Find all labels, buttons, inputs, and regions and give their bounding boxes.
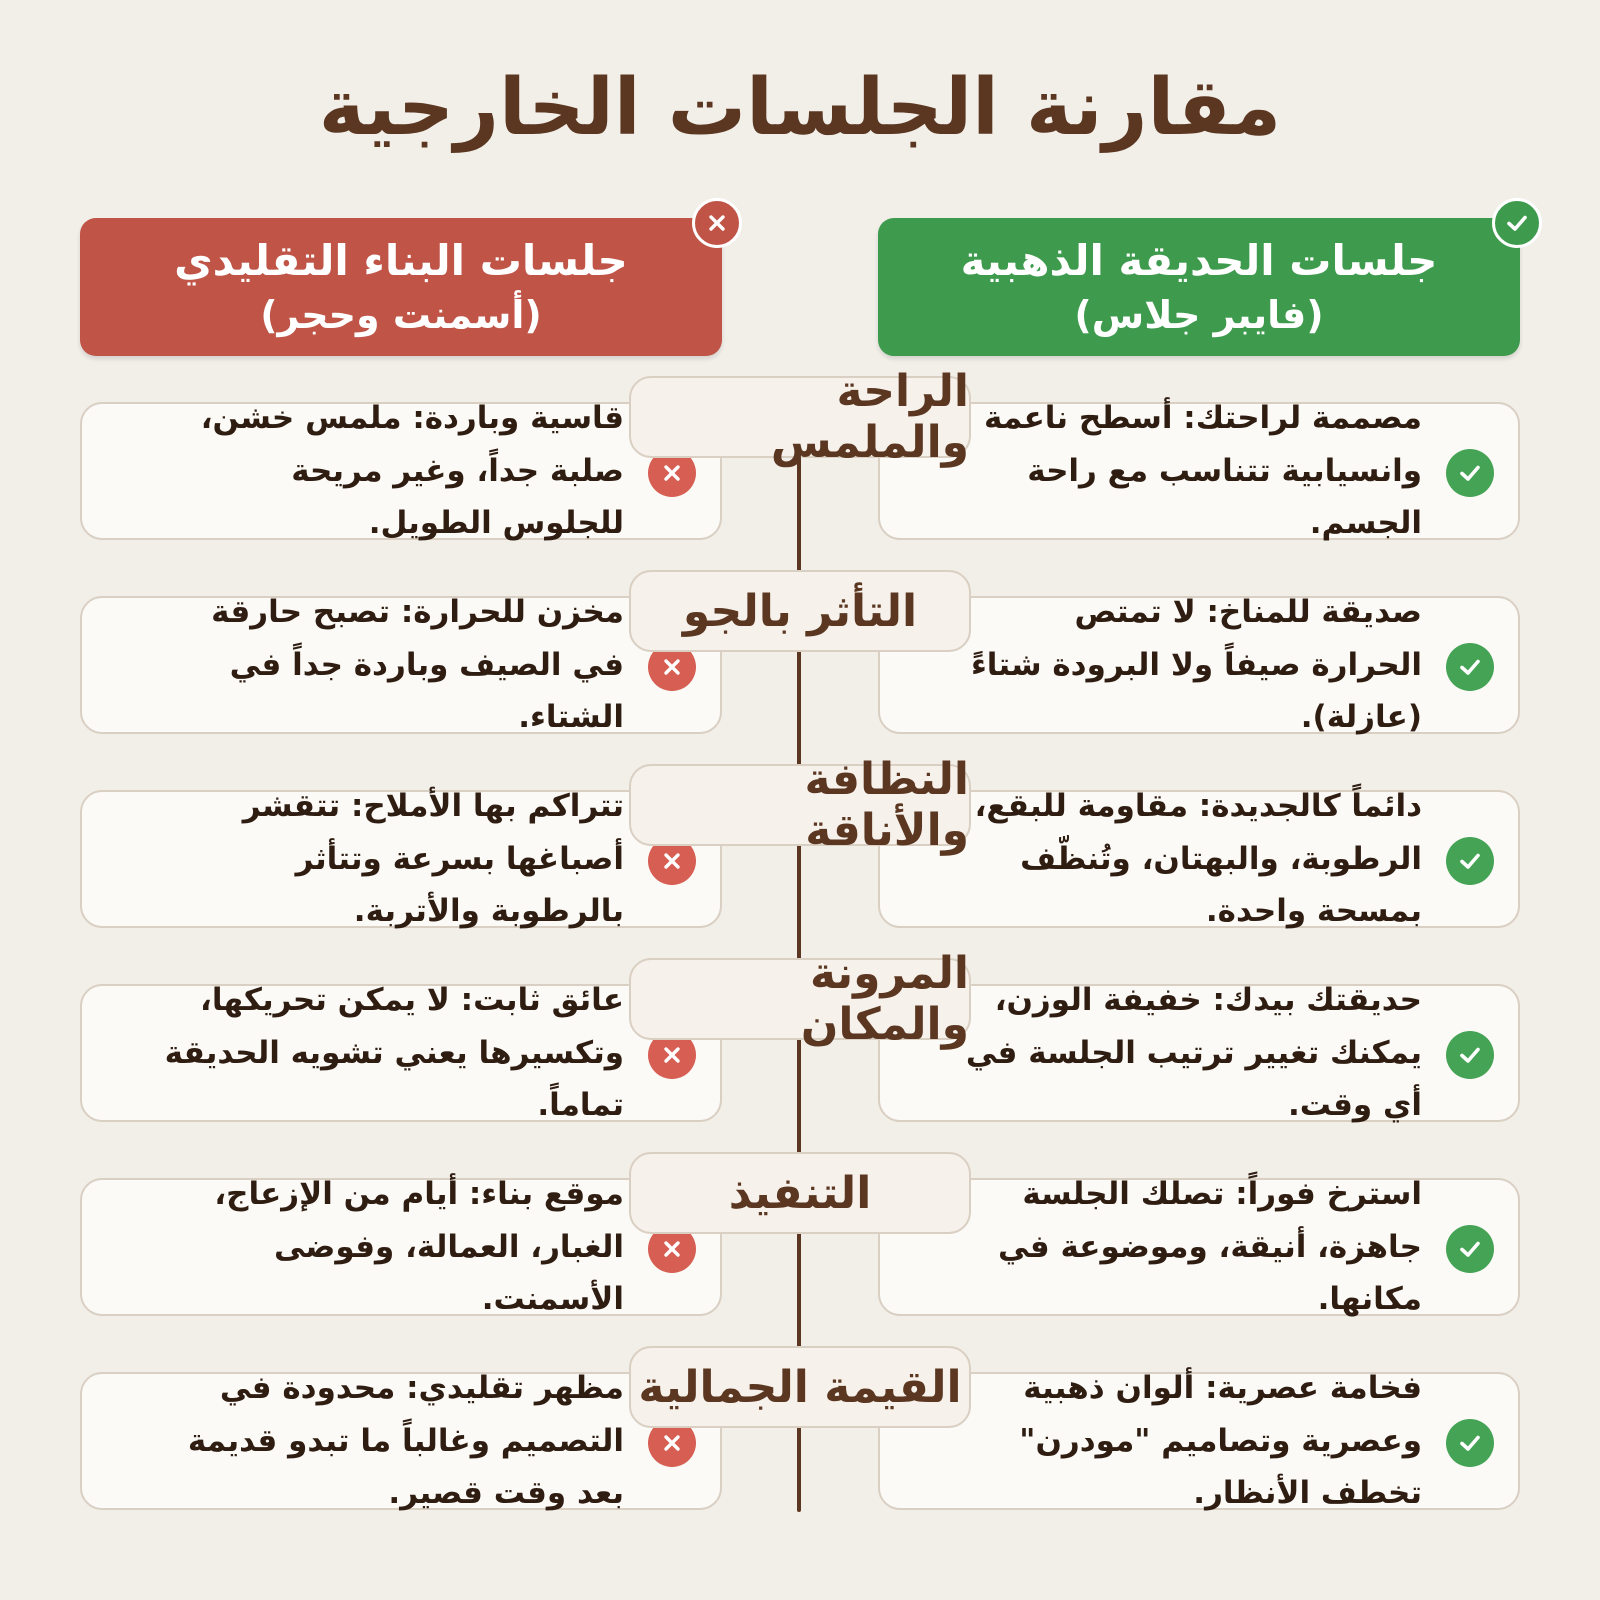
negative-card-text: عائق ثابت: لا يمكن تحريكها، وتكسيرها يعني تشويه الحديقة تماماً. — [164, 981, 624, 1124]
check-icon — [1446, 1225, 1494, 1273]
positive-card-comfort — [878, 399, 1520, 542]
negative-card-weather — [80, 593, 722, 736]
negative-card-text: مظهر تقليدي: محدودة في التصميم وغالباً ما تبدو قديمة بعد وقت قصير. — [187, 1369, 624, 1512]
positive-card-text: حديقتك بيدك: خفيفة الوزن، يمكنك تغيير ترتيب الجلسة في أي وقت. — [965, 981, 1422, 1124]
negative-card-text: موقع بناء: أيام من الإزعاج، الغبار، العمالة، وفوضى الأسمنت. — [214, 1175, 624, 1318]
page-title: مقارنة الجلسات الخارجية — [318, 63, 1282, 153]
check-icon — [1492, 198, 1542, 248]
negative-card-text: قاسية وباردة: ملمس خشن، صلبة جداً، وغير مريحة للجلوس الطويل. — [200, 399, 624, 542]
negative-card-text: مخزن للحرارة: تصبح حارقة في الصيف وباردة جداً في الشتاء. — [211, 593, 624, 736]
negative-card-execution — [80, 1175, 722, 1318]
check-icon — [1446, 449, 1494, 497]
negative-card-flexibility — [80, 981, 722, 1124]
positive-card-text: استرخ فوراً: تصلك الجلسة جاهزة، أنيقة، وموضوعة في مكانها. — [998, 1175, 1422, 1318]
positive-card-cleanliness — [878, 787, 1520, 930]
category-label: المرونة والمكان — [629, 958, 971, 1040]
check-icon — [1446, 643, 1494, 691]
negative-card-comfort — [80, 399, 722, 542]
category-label: النظافة والأناقة — [629, 764, 971, 846]
positive-card-text: فخامة عصرية: ألوان ذهبية وعصرية وتصاميم "مودرن" تخطف الأنظار. — [1019, 1369, 1422, 1512]
positive-card-weather — [878, 593, 1520, 736]
positive-card-text: مصممة لراحتك: أسطح ناعمة وانسيابية تتناسب مع راحة الجسم. — [984, 399, 1422, 542]
category-label: القيمة الجمالية — [629, 1346, 971, 1428]
category-label: الراحة والملمس — [629, 376, 971, 458]
negative-card-aesthetics — [80, 1369, 722, 1512]
positive-header-title: جلسات الحديقة الذهبية — [960, 236, 1438, 285]
negative-header-subtitle: (أسمنت وحجر) — [260, 292, 542, 337]
check-icon — [1446, 1419, 1494, 1467]
positive-card-text: صديقة للمناخ: لا تمتص الحرارة صيفاً ولا البرودة شتاءً (عازلة). — [970, 593, 1422, 736]
negative-column-header — [80, 218, 722, 356]
negative-card-text: تتراكم بها الأملاح: تتقشر أصباغها بسرعة وتتأثر بالرطوبة والأتربة. — [242, 787, 624, 930]
positive-card-execution — [878, 1175, 1520, 1318]
check-icon — [1446, 1031, 1494, 1079]
negative-header-title: جلسات البناء التقليدي — [174, 236, 628, 285]
negative-card-cleanliness — [80, 787, 722, 930]
category-label: التنفيذ — [629, 1152, 971, 1234]
positive-column-header — [878, 218, 1520, 356]
positive-card-text: دائماً كالجديدة: مقاومة للبقع، الرطوبة، والبهتان، وتُنظّف بمسحة واحدة. — [974, 787, 1422, 930]
positive-card-aesthetics — [878, 1369, 1520, 1512]
positive-card-flexibility — [878, 981, 1520, 1124]
positive-header-subtitle: (فايبر جلاس) — [1074, 292, 1324, 337]
close-icon — [692, 198, 742, 248]
check-icon — [1446, 837, 1494, 885]
category-label: التأثر بالجو — [629, 570, 971, 652]
